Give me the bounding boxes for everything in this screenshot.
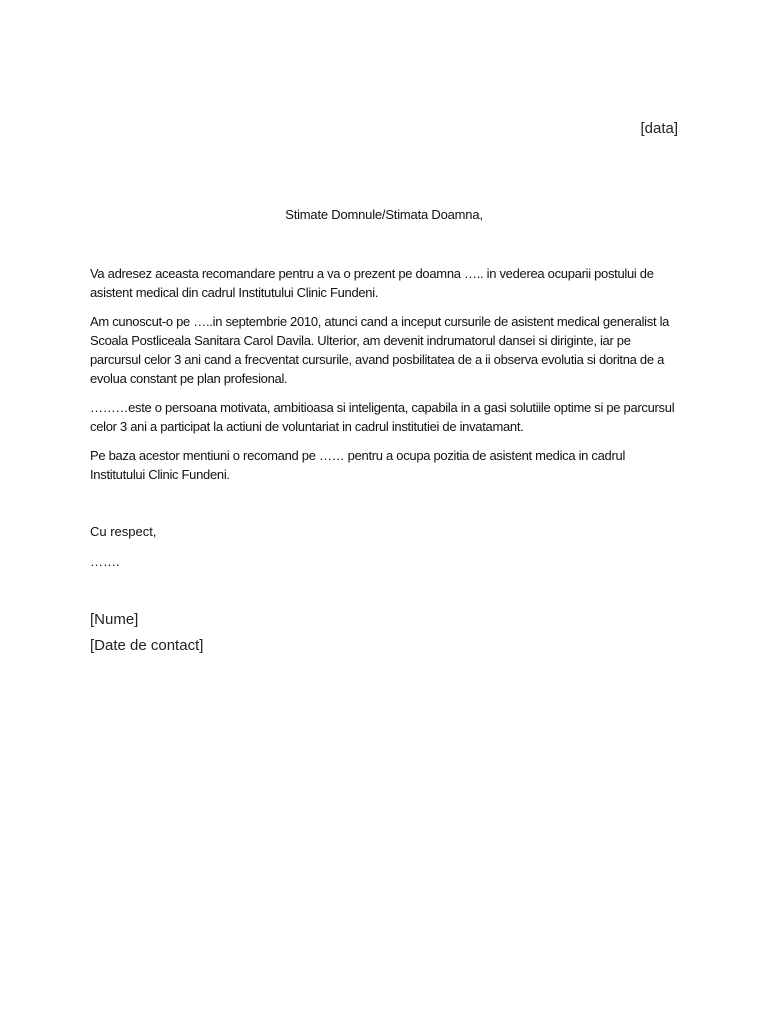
paragraph-4: Pe baza acestor mentiuni o recomand pe …… pentru a ocupa pozitia de asistent medica in cadrul Institutului Clinic Fundeni. — [90, 448, 626, 482]
signature-name: [Nume] — [90, 611, 139, 628]
letter-salutation: Stimate Domnule/Stimata Doamna, — [285, 207, 483, 222]
letter-closing-dots: ……. — [90, 554, 120, 569]
paragraph-3: ………este o persoana motivata, ambitioasa si inteligenta, capabila in a gasi solutiile optime si pe parcursul celor 3 ani a participat la actiuni de voluntariat in cadrul institutiei de invatamant. — [90, 400, 675, 434]
signature-contact: [Date de contact] — [90, 637, 204, 654]
letter-closing-block — [90, 522, 156, 571]
letter-closing: Cu respect, — [90, 524, 157, 539]
letter-body — [90, 264, 682, 494]
letter-signature-block — [90, 607, 203, 659]
letter-date: [data] — [640, 120, 678, 137]
paragraph-1: Va adresez aceasta recomandare pentru a va o prezent pe doamna ….. in vederea ocuparii postului de asistent medical din cadrul Institutului Clinic Fundeni. — [90, 266, 654, 300]
paragraph-2: Am cunoscut-o pe …..in septembrie 2010, atunci cand a inceput cursurile de asistent medical generalist la Scoala Postliceala Sanitara Carol Davila. Ulterior, am devenit indrumatorul dansei si diriginte, iar pe parcursul celor 3 ani cand a frecventat cursurile, avand posbilitatea de a ii observa evolutia si doritna de a evolua constant pe plan profesional. — [90, 314, 670, 386]
